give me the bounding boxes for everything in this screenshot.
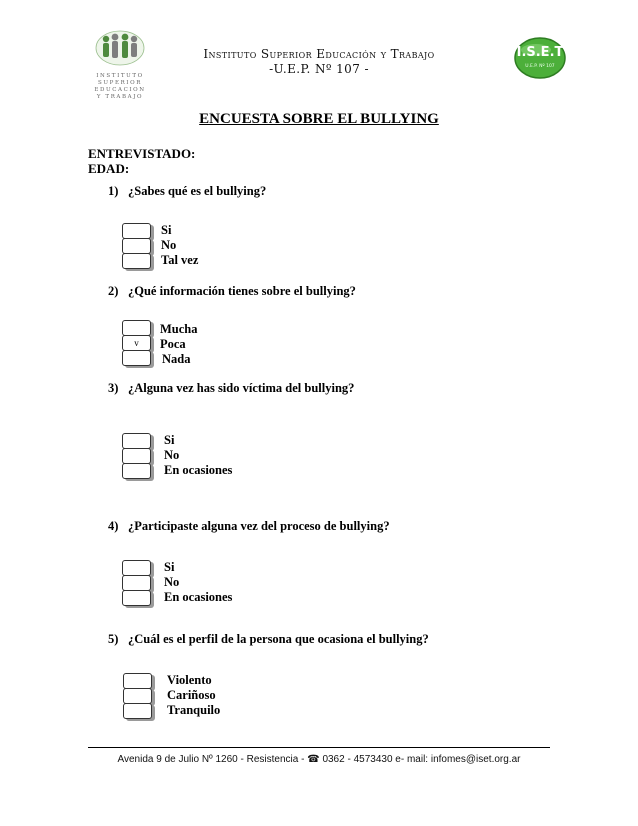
checkbox-q1-talvez[interactable] [122,253,151,269]
question-text: ¿Alguna vez has sido víctima del bullying? [128,381,355,395]
checkbox-q1-no[interactable] [122,238,151,254]
question-text: ¿Qué información tienes sobre el bullying? [128,284,356,298]
question-5 [108,632,429,647]
option-label: Mucha [160,322,198,336]
checkbox-q5-violento[interactable] [123,673,152,689]
footer-phone-email: 0362 - 4573430 e- mail: infomes@iset.org.ar [322,754,521,765]
option-label: Violento [167,673,212,687]
checkbox-q3-enocasiones[interactable] [122,463,151,479]
telephone-icon: ☎ [307,754,320,765]
question-number: 5) [108,632,119,646]
option-label: No [164,448,180,462]
checkbox-q2-nada[interactable] [122,350,151,366]
option-label: Nada [162,352,191,366]
institution-name: Instituto Superior Educación y Trabajo [203,47,435,61]
option-label: No [164,575,180,589]
left-logo [92,28,148,100]
checkbox-q1-si[interactable] [122,223,151,239]
option-label: Tranquilo [167,703,221,717]
checkbox-q2-mucha[interactable] [122,320,151,336]
question-text: ¿Sabes qué es el bullying? [128,184,267,198]
option-label: Poca [160,337,186,351]
right-logo [514,36,566,80]
option-label: Tal vez [161,253,199,267]
question-number: 2) [108,284,119,298]
question-4 [108,519,390,534]
right-logo-sublabel: U.E.P. Nº 107 [525,64,555,69]
question-number: 1) [108,184,119,198]
checkbox-q5-tranquilo[interactable] [123,703,152,719]
footer-divider [88,747,550,748]
checkbox-q4-no[interactable] [122,575,151,591]
checkbox-q5-carinoso[interactable] [123,688,152,704]
footer-address: Avenida 9 de Julio Nº 1260 - Resistencia - [117,754,305,765]
question-1 [108,184,266,199]
question-text: ¿Cuál es el perfil de la persona que ocasiona el bullying? [128,632,429,646]
question-number: 3) [108,381,119,395]
option-label: Si [164,433,175,447]
checkbox-q4-si[interactable] [122,560,151,576]
footer-contact [0,754,638,765]
survey-title: ENCUESTA SOBRE EL BULLYING [199,111,439,127]
option-label: En ocasiones [164,590,233,604]
interviewee-label: ENTREVISTADO: [88,146,196,161]
option-label: Si [161,223,172,237]
question-2 [108,284,356,299]
age-label: EDAD: [88,161,130,176]
institution-uep: -U.E.P. Nº 107 - [269,62,369,76]
option-label: En ocasiones [164,463,233,477]
question-number: 4) [108,519,119,533]
checkbox-q4-enocasiones[interactable] [122,590,151,606]
question-3 [108,381,354,396]
option-label: Si [164,560,175,574]
option-label: No [161,238,177,252]
right-logo-label: I.S.E.T [516,45,564,60]
checkbox-q3-si[interactable] [122,433,151,449]
checkbox-q3-no[interactable] [122,448,151,464]
checkbox-q2-poca[interactable]: v [122,335,151,351]
option-label: Cariñoso [167,688,216,702]
question-text: ¿Participaste alguna vez del proceso de bullying? [128,519,390,533]
left-logo-text: INSTITUTO SUPERIOR EDUCACION Y TRABAJO [94,73,146,100]
